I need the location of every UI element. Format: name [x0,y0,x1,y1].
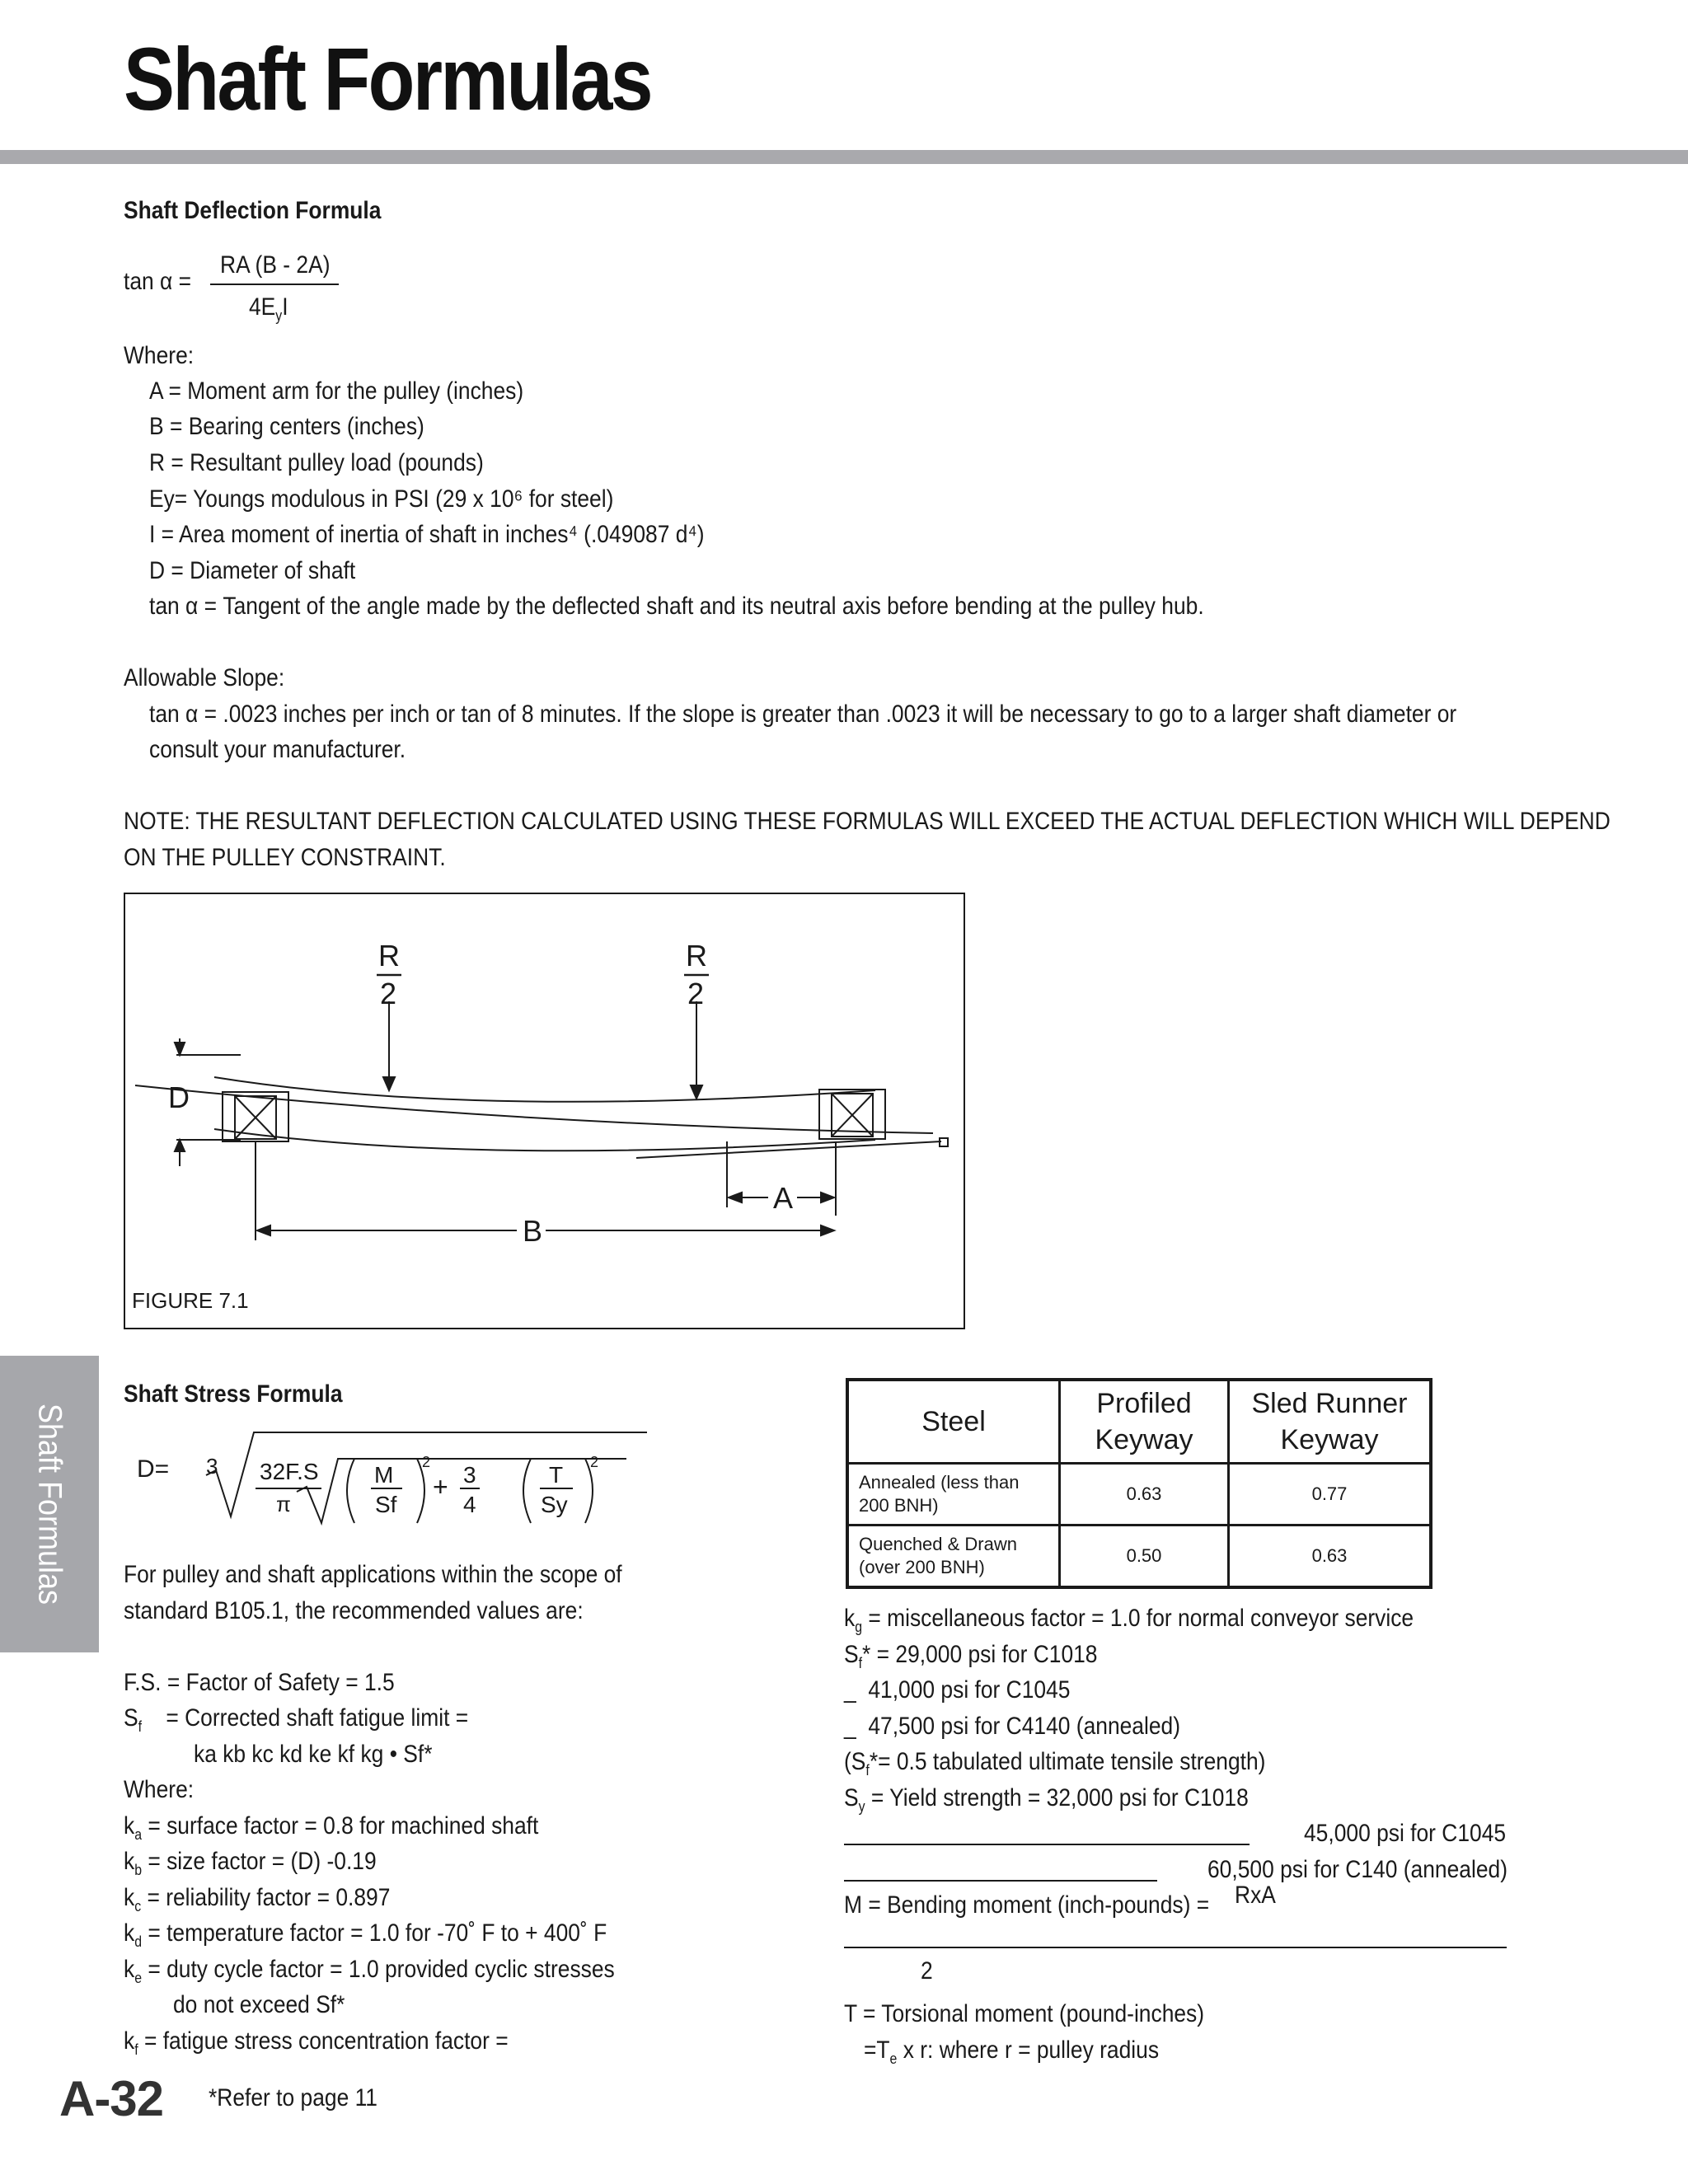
sy-c140: 60,500 psi for C140 (annealed) [1207,1856,1507,1883]
sf-c1045-line: _ 41,000 psi for C1045 [844,1676,1071,1704]
stress-intro-2: standard B105.1, the recommended values are: [124,1597,584,1624]
sy-blank-line-2 [844,1880,1157,1882]
sy-c1045: 45,000 psi for C1045 [1304,1820,1507,1847]
header-divider [0,150,1688,164]
m-line: M = Bending moment (inch-pounds) = [844,1891,1210,1919]
sy-line: $S_y$ = Yield strength = 32,000 psi for C1018 [844,1784,1249,1815]
formula-denominator: $4E_yI$ [249,293,288,324]
load-right-numerator: R [686,939,707,972]
m-numerator: M [374,1462,394,1488]
t-denominator: Sy [541,1492,568,1517]
m-denominator: Sf [375,1492,397,1517]
m-rxa: RxA [1235,1882,1276,1909]
page-title: Shaft Formulas [124,29,651,129]
tensile-line: ($S_f*= 0.5$ tabulated ultimate tensile strength) [844,1748,1266,1779]
m-fraction-line [844,1947,1507,1948]
stress-intro-1: For pulley and shaft applications within the scope of [124,1561,622,1588]
factor-ke-cont: do not exceed Sf* [173,1991,345,2018]
table-header-steel: Steel [847,1380,1060,1464]
def-a: A = Moment arm for the pulley (inches) [149,377,524,405]
row-label: Annealed (less than 200 BNH) [847,1464,1060,1526]
def-b: B = Bearing centers (inches) [149,413,424,440]
m-exponent: 2 [422,1454,431,1470]
cell-profiled: 0.50 [1060,1526,1229,1588]
stress-lhs: D= [137,1455,170,1483]
factor-kf: $k_f$ = fatigue stress concentration factor = [124,2027,509,2058]
shaft-diagram [125,894,964,1328]
load-right-denominator: 2 [687,977,705,1010]
refer-note: *Refer to page 11 [209,2084,377,2111]
section-side-tab [0,1356,99,1652]
sf-line: $S_f$ = Corrected shaft fatigue limit = [124,1704,469,1735]
t-exponent: 2 [590,1454,599,1470]
load-left-denominator: 2 [380,977,397,1010]
page-number: A-32 [59,2071,164,2126]
allowable-line2: consult your manufacturer. [149,736,406,763]
coef-denominator: π [276,1492,291,1516]
def-r: R = Resultant pulley load (pounds) [149,449,484,476]
coef-numerator: 32F.S [260,1459,319,1484]
factor-kb: $k_b$ = size factor = (D) -0.19 [124,1848,377,1878]
sf-factors: ka kb kc kd ke kf kg • Sf* [194,1741,433,1768]
where-label: Where: [124,342,195,369]
load-left-numerator: R [378,939,400,972]
formula-lhs: tan α = [124,268,192,295]
kg-line: $k_g$ = miscellaneous factor = 1.0 for normal conveyor service [844,1605,1414,1635]
table-row [847,1526,1431,1588]
cell-sled: 0.63 [1229,1526,1432,1588]
def-ey: Ey= Youngs modulous in PSI (29 x 10⁶ for steel) [149,485,614,513]
note-line2: ON THE PULLEY CONSTRAINT. [124,844,446,871]
side-tab-label: Shaft Formulas [31,1403,68,1605]
k-numerator: 3 [463,1462,476,1488]
table-header-sled: Sled Runner Keyway [1229,1380,1432,1464]
table-row [847,1464,1431,1526]
note-line1: NOTE: THE RESULTANT DEFLECTION CALCULATED USING THESE FORMULAS WILL EXCEED THE ACTUAL DEFLECTION WHICH WILL DEPEND [124,808,1611,835]
factor-kc: $k_c$ = reliability factor = 0.897 [124,1884,391,1915]
stress-formula [124,1426,659,1533]
k-denominator: 4 [463,1492,476,1517]
def-tan: tan α = Tangent of the angle made by the deflected shaft and its neutral axis before bending at the pulley hub. [149,593,1204,620]
deflection-formula [124,247,453,330]
t-numerator: T [549,1462,564,1488]
factor-ka: $k_a$ = surface factor = 0.8 for machined shaft [124,1812,539,1843]
allowable-label: Allowable Slope: [124,664,285,691]
row-label: Quenched & Drawn (over 200 BNH) [847,1526,1060,1588]
table-header-profiled: Profiled Keyway [1060,1380,1229,1464]
t-line-2: $=T_e$ x r: where r = pulley radius [864,2036,1160,2067]
m-denominator: 2 [921,1957,933,1985]
keyway-factor-table [846,1378,1432,1589]
deflection-heading: Shaft Deflection Formula [124,197,382,224]
label-d: D [168,1080,190,1114]
def-d: D = Diameter of shaft [149,557,356,584]
factor-kd: $k_d$ = temperature factor = 1.0 for -70˚ F to + 400˚ F [124,1919,607,1950]
cell-profiled: 0.63 [1060,1464,1229,1526]
fraction-bar [210,284,339,285]
figure-caption: FIGURE 7.1 [132,1288,249,1313]
label-a: A [773,1181,794,1215]
formula-numerator: RA (B - 2A) [220,251,331,279]
figure-7-1 [124,893,965,1329]
t-line: T = Torsional moment (pound-inches) [844,2000,1205,2027]
stress-where-label: Where: [124,1776,195,1803]
allowable-line1: tan α = .0023 inches per inch or tan of 8 minutes. If the slope is greater than .0023 it will be necessary to go to a larger shaft diameter or [149,701,1457,728]
factor-ke: $k_e$ = duty cycle factor = 1.0 provided cyclic stresses [124,1956,615,1986]
fs-line: F.S. = Factor of Safety = 1.5 [124,1669,395,1696]
table-header-row [847,1380,1431,1464]
sy-blank-line-1 [844,1844,1250,1845]
sf-c4140-line: _ 47,500 psi for C4140 (annealed) [844,1713,1181,1740]
root-index: 3 [206,1454,218,1479]
sf-star-line: $S_f* = 29,000$ psi for C1018 [844,1641,1098,1671]
plus-sign: + [433,1472,448,1502]
stress-heading: Shaft Stress Formula [124,1380,343,1408]
label-b: B [523,1214,543,1248]
cell-sled: 0.77 [1229,1464,1432,1526]
def-i: I = Area moment of inertia of shaft in inches⁴ (.049087 d⁴) [149,521,705,548]
